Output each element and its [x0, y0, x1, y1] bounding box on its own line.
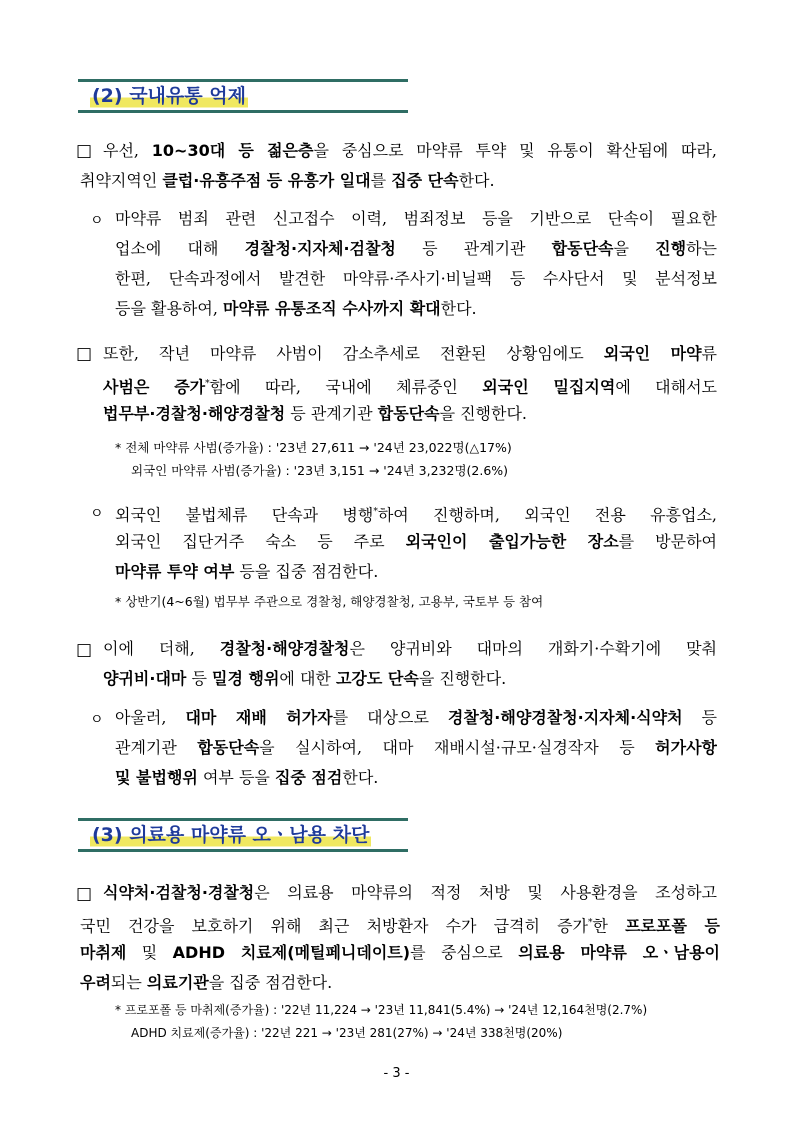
paragraph-6: 아울러, 대마 재배 허가자를 대상으로 경찰청·해양경찰청·지자체·식약처 등 관계기관 합동단속을 실시하여, 대마 재배시설·규모·실경작자 등 허가사항 및 불법행위 여부 등을 집중 점검한다. [115, 708, 717, 787]
footnote-3: * 프로포폴 등 마취제(증가율) : '22년 11,224 → '23년 11,841(5.4%) → '24년 12,164천명(2.7%) ADHD 치료제(증가율) : '22년 221 → '23년 281(27%) → '24년 338천명(20%) [115, 1003, 648, 1040]
section-title: (3) 의료용 마약류 오ㆍ남용 차단 [92, 824, 370, 846]
footnote-2: * 상반기(4~6월) 법무부 주관으로 경찰청, 해양경찰청, 고용부, 국토부 등 참여 [115, 594, 544, 609]
page-number: - 3 - [383, 1066, 410, 1081]
paragraph-7b: 국민 건강을 보호하기 위해 최근 처방환자 수가 급격히 증가*한 프로포폴 등 마취제 및 ADHD 치료제(메틸페니데이트)를 중심으로 의료용 마약류 오ㆍ남용이 우려되는 의료기관을 집중 점검한다. [80, 916, 720, 992]
circle-bullet: ㅇ [90, 712, 104, 728]
paragraph-3b: 사범은 증가*함에 따라, 국내에 체류중인 외국인 밀집지역에 대해서도 법무부·경찰청·해양경찰청 등 관계기관 합동단속을 진행한다. [103, 377, 717, 423]
section-header-medical [78, 818, 408, 852]
paragraph-5: 이에 더해, 경찰청·해양경찰청은 양귀비와 대마의 개화기·수확기에 맞춰 양귀비·대마 등 밀경 행위에 대한 고강도 단속을 진행한다. [103, 639, 717, 688]
p1-line-1: 우선, 10~30대 등 젊은층을 중심으로 마약류 투약 및 유통이 확산됨에 따라, [103, 141, 717, 160]
paragraph-3: 또한, 작년 마약류 사범이 감소추세로 전환된 상황임에도 외국인 마약류 [103, 344, 717, 363]
paragraph-7: 식약처·검찰청·경찰청은 의료용 마약류의 적정 처방 및 사용환경을 조성하고 [103, 883, 717, 902]
square-bullet: □ [76, 884, 93, 904]
paragraph-1 [103, 136, 717, 166]
circle-bullet: ㅇ [90, 506, 104, 522]
square-bullet: □ [76, 344, 93, 364]
square-bullet: □ [76, 640, 93, 660]
section-title: (2) 국내유통 억제 [92, 85, 246, 107]
footnote-1: * 전체 마약류 사범(증가율) : '23년 27,611 → '24년 23,022명(△17%) 외국인 마약류 사범(증가율) : '23년 3,151 → '24년 3,232명(2.6%) [115, 440, 512, 478]
section-header-domestic [78, 79, 408, 113]
paragraph-1b: 취약지역인 클럽·유흥주점 등 유흥가 일대를 집중 단속한다. [80, 171, 495, 190]
paragraph-2: 마약류 범죄 관련 신고접수 이력, 범죄정보 등을 기반으로 단속이 필요한 업소에 대해 경찰청·지자체·검찰청 등 관계기관 합동단속을 진행하는 한편, 단속과정에서 발견한 마약류·주사기·비닐팩 등 수사단서 및 분석정보 등을 활용하여, 마약류 유통조직 수사까지 확대한다. [115, 209, 717, 318]
square-bullet: □ [76, 141, 93, 161]
paragraph-4: 외국인 불법체류 단속과 병행*하여 진행하며, 외국인 전용 유흥업소, 외국인 집단거주 숙소 등 주로 외국인이 출입가능한 장소를 방문하여 마약류 투약 여부 등을 집중 점검한다. [115, 505, 717, 581]
circle-bullet: ㅇ [90, 213, 104, 229]
